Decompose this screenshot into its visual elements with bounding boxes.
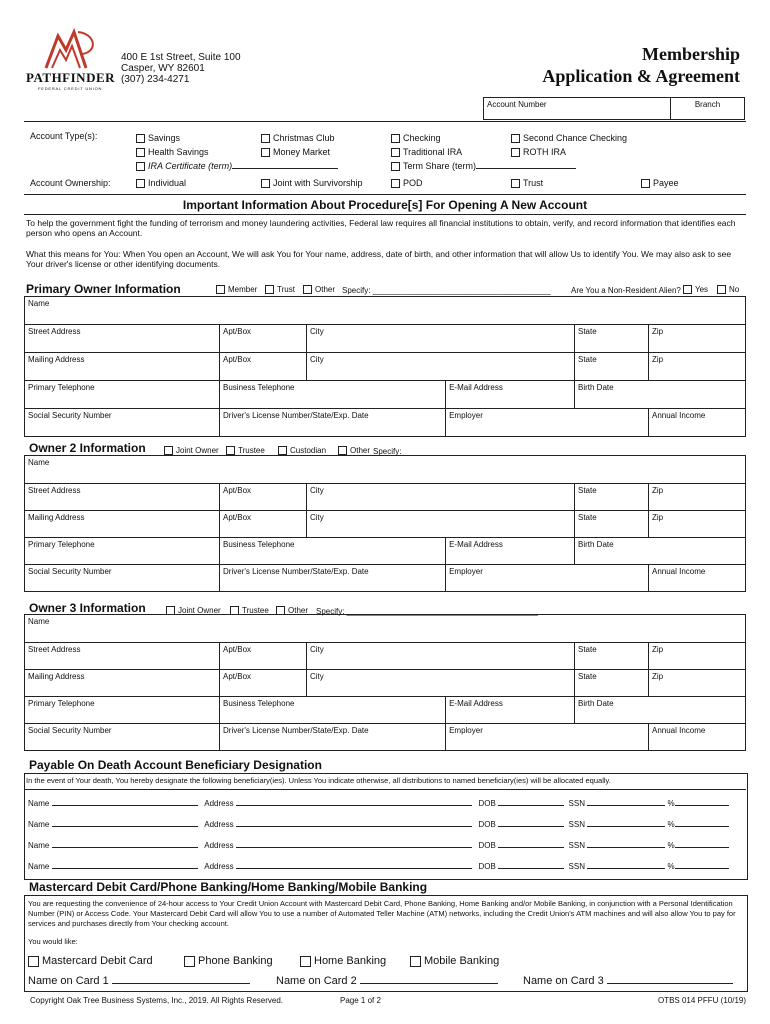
state-field[interactable]: State	[575, 643, 649, 670]
ownership-payee[interactable]: Payee	[641, 178, 679, 188]
branch-field[interactable]: Branch	[671, 98, 745, 120]
mailing-field[interactable]: Mailing Address	[25, 670, 220, 697]
birth-date-field[interactable]: Birth Date	[575, 697, 746, 724]
street-field[interactable]: Street Address	[25, 325, 220, 353]
state-field[interactable]: State	[575, 353, 649, 381]
city-field[interactable]: City	[307, 325, 575, 353]
owner2-title: Owner 2 Information	[29, 441, 146, 455]
card1-field[interactable]: Name on Card 1	[28, 972, 250, 987]
checkbox[interactable]	[136, 162, 145, 171]
org-name: PATHFINDER	[26, 70, 116, 85]
second-chance-option[interactable]: Second Chance Checking	[511, 131, 627, 145]
checkbox[interactable]	[391, 162, 400, 171]
title-line1: Membership	[642, 44, 740, 64]
business-phone-field[interactable]: Business Telephone	[220, 697, 446, 724]
org-tagline: FEDERAL CREDIT UNION	[38, 86, 103, 91]
important-heading: Important Information About Procedure[s] For Opening A New Account	[182, 198, 588, 212]
street-field[interactable]: Street Address	[25, 484, 220, 511]
mastercard-title: Mastercard Debit Card/Phone Banking/Home Banking/Mobile Banking	[29, 880, 428, 894]
city-field[interactable]: City	[307, 353, 575, 381]
employer-field[interactable]: Employer	[446, 409, 649, 437]
ownership-label: Account Ownership:	[30, 178, 111, 188]
name-field[interactable]: Name	[25, 615, 746, 643]
christmas-club-option[interactable]: Christmas Club	[261, 131, 335, 145]
primary-owner-table	[24, 296, 746, 437]
beneficiary-row: Name Address DOB SSN %	[28, 839, 744, 850]
primary-member-option[interactable]: Member	[216, 285, 257, 294]
footer-form-id: OTBS 014 PFFU (10/19)	[657, 996, 746, 1005]
org-phone: (307) 234-4271	[121, 74, 190, 85]
primary-owner-title: Primary Owner Information	[26, 282, 181, 296]
owner3-title: Owner 3 Information	[29, 601, 146, 615]
checkbox[interactable]	[136, 148, 145, 157]
checkbox[interactable]	[391, 148, 400, 157]
apt-field[interactable]: Apt/Box	[220, 484, 307, 511]
checking-option[interactable]: Checking	[391, 131, 576, 145]
zip-field[interactable]: Zip	[649, 643, 746, 670]
ownership-individual[interactable]: Individual	[136, 178, 186, 188]
zip-field[interactable]: Zip	[649, 670, 746, 697]
owner3-table	[24, 614, 746, 751]
owner2-table	[24, 455, 746, 592]
mailing-field[interactable]: Mailing Address	[25, 353, 220, 381]
ownership-joint[interactable]: Joint with Survivorship	[261, 178, 363, 188]
city-field[interactable]: City	[307, 643, 575, 670]
mobile-banking-option[interactable]: Mobile Banking	[410, 955, 499, 967]
traditional-ira-option[interactable]: Traditional IRA	[391, 145, 576, 159]
apt-field[interactable]: Apt/Box	[220, 511, 307, 538]
state-field[interactable]: State	[575, 511, 649, 538]
nonresident-yes[interactable]: Yes	[683, 285, 708, 294]
owner2-joint-option[interactable]: Joint Owner	[164, 446, 219, 455]
mastercard-para: You are requesting the convenience of 24-hour access to Your Credit Union Account with Mastercard Debit Card, Phone Banking, Home Banking and/or Mobile Banking, in conjunction with a Personal Identification Number (PIN) or Access Code. Your Mastercard Debit Card will allow You to use a number of Automated Teller Machine (ATM) networks, including the Credit Union's ATM machines and will also allow You to pay for services and purchases directly from Your checking account.	[28, 899, 736, 928]
email-field[interactable]: E-Mail Address	[446, 538, 575, 565]
account-types-col2	[261, 131, 335, 159]
nonresident-no[interactable]: No	[717, 285, 739, 294]
income-field[interactable]: Annual Income	[649, 409, 746, 437]
beneficiary-row: Name Address DOB SSN %	[28, 818, 744, 829]
important-para2: What this means for You: When You open an Account, We will ask You for Your name, address, date of birth, and other information that will allow Us to identify You. We may also ask to see Your driver's license or other identifying documents.	[26, 249, 732, 269]
primary-phone-field[interactable]: Primary Telephone	[25, 381, 220, 409]
divider	[24, 214, 746, 215]
income-field[interactable]: Annual Income	[649, 565, 746, 592]
ira-certificate-option[interactable]: IRA Certificate (term)	[136, 159, 338, 173]
pod-intro: In the event of Your death, You hereby designate the following beneficiary(ies). Unless You indicate otherwise, all distributions to named beneficiary(ies) will be allocated equally.	[26, 776, 611, 785]
roth-ira-option[interactable]: ROTH IRA	[511, 145, 627, 159]
owner3-other-option[interactable]: Other	[276, 606, 308, 615]
footer-page: Page 1 of 2	[340, 996, 381, 1005]
divider	[24, 121, 746, 122]
license-field[interactable]: Driver's License Number/State/Exp. Date	[220, 565, 446, 592]
business-phone-field[interactable]: Business Telephone	[220, 538, 446, 565]
would-like-label: You would like:	[28, 937, 78, 946]
term-share-option[interactable]: Term Share (term)	[391, 159, 576, 173]
birth-date-field[interactable]: Birth Date	[575, 538, 746, 565]
owner3-joint-option[interactable]: Joint Owner	[166, 606, 221, 615]
primary-other-option[interactable]: Other	[303, 285, 335, 294]
account-number-table	[483, 97, 745, 120]
primary-phone-field[interactable]: Primary Telephone	[25, 538, 220, 565]
apt-field[interactable]: Apt/Box	[220, 353, 307, 381]
mailing-field[interactable]: Mailing Address	[25, 511, 220, 538]
city-field[interactable]: City	[307, 484, 575, 511]
phone-banking-option[interactable]: Phone Banking	[184, 955, 273, 967]
name-field[interactable]: Name	[25, 456, 746, 484]
zip-field[interactable]: Zip	[649, 325, 746, 353]
birth-date-field[interactable]: Birth Date	[575, 381, 746, 409]
divider	[24, 194, 746, 195]
card2-field[interactable]: Name on Card 2	[276, 972, 498, 987]
city-field[interactable]: City	[307, 670, 575, 697]
apt-field[interactable]: Apt/Box	[220, 643, 307, 670]
email-field[interactable]: E-Mail Address	[446, 697, 575, 724]
ownership-pod[interactable]: POD	[391, 178, 423, 188]
employer-field[interactable]: Employer	[446, 565, 649, 592]
address-line2: Casper, WY 82601	[121, 63, 205, 74]
account-number-field[interactable]: Account Number	[484, 98, 671, 120]
money-market-option[interactable]: Money Market	[261, 145, 335, 159]
street-field[interactable]: Street Address	[25, 643, 220, 670]
business-phone-field[interactable]: Business Telephone	[220, 381, 446, 409]
name-field[interactable]: Name	[25, 297, 746, 325]
nonresident-label: Are You a Non-Resident Alien?	[571, 286, 681, 295]
owner3-specify[interactable]: Specify: ___________________________________________	[316, 607, 538, 616]
apt-field[interactable]: Apt/Box	[220, 325, 307, 353]
account-types-col4	[511, 131, 627, 159]
home-banking-option[interactable]: Home Banking	[300, 955, 386, 967]
primary-trust-option[interactable]: Trust	[265, 285, 295, 294]
address-line1: 400 E 1st Street, Suite 100	[121, 52, 241, 63]
checkbox[interactable]	[511, 148, 520, 157]
ownership-trust[interactable]: Trust	[511, 178, 543, 188]
email-field[interactable]: E-Mail Address	[446, 381, 575, 409]
pod-title: Payable On Death Account Beneficiary Designation	[29, 758, 322, 772]
health-savings-option[interactable]: Health Savings	[136, 145, 338, 159]
zip-field[interactable]: Zip	[649, 484, 746, 511]
checkbox[interactable]	[511, 134, 520, 143]
state-field[interactable]: State	[575, 670, 649, 697]
savings-option[interactable]: Savings	[136, 131, 338, 145]
zip-field[interactable]: Zip	[649, 511, 746, 538]
title-line2: Application & Agreement	[542, 66, 740, 86]
income-field[interactable]: Annual Income	[649, 724, 746, 751]
page-title	[542, 43, 740, 87]
debit-card-option[interactable]: Mastercard Debit Card	[28, 955, 153, 967]
primary-specify[interactable]: Specify: ________________________________________	[342, 286, 551, 295]
important-para1: To help the government fight the funding of terrorism and money laundering activities, Federal law requires all financial institutions to obtain, verify, and record information that identifies each person who opens an Account.	[26, 218, 736, 238]
ssn-field[interactable]: Social Security Number	[25, 724, 220, 751]
city-field[interactable]: City	[307, 511, 575, 538]
footer-copyright: Copyright Oak Tree Business Systems, Inc., 2019. All Rights Reserved.	[30, 996, 283, 1005]
owner2-other-option[interactable]: Other	[338, 446, 370, 455]
owner2-trustee-option[interactable]: Trustee	[226, 446, 265, 455]
divider	[24, 789, 746, 790]
state-field[interactable]: State	[575, 484, 649, 511]
checkbox[interactable]	[261, 134, 270, 143]
apt-field[interactable]: Apt/Box	[220, 670, 307, 697]
license-field[interactable]: Driver's License Number/State/Exp. Date	[220, 724, 446, 751]
employer-field[interactable]: Employer	[446, 724, 649, 751]
beneficiary-row: Name Address DOB SSN %	[28, 797, 744, 808]
owner2-custodian-option[interactable]: Custodian	[278, 446, 326, 455]
ssn-field[interactable]: Social Security Number	[25, 409, 220, 437]
owner3-trustee-option[interactable]: Trustee	[230, 606, 269, 615]
beneficiary-row: Name Address DOB SSN %	[28, 860, 744, 871]
checkbox[interactable]	[391, 134, 400, 143]
owner2-specify[interactable]: Specify: ____________________________________________	[373, 447, 600, 456]
org-address	[121, 52, 241, 85]
account-types-label: Account Type(s):	[30, 131, 98, 141]
checkbox[interactable]	[136, 134, 145, 143]
ssn-field[interactable]: Social Security Number	[25, 565, 220, 592]
license-field[interactable]: Driver's License Number/State/Exp. Date	[220, 409, 446, 437]
card3-field[interactable]: Name on Card 3	[523, 972, 733, 987]
checkbox[interactable]	[261, 148, 270, 157]
zip-field[interactable]: Zip	[649, 353, 746, 381]
state-field[interactable]: State	[575, 325, 649, 353]
primary-phone-field[interactable]: Primary Telephone	[25, 697, 220, 724]
